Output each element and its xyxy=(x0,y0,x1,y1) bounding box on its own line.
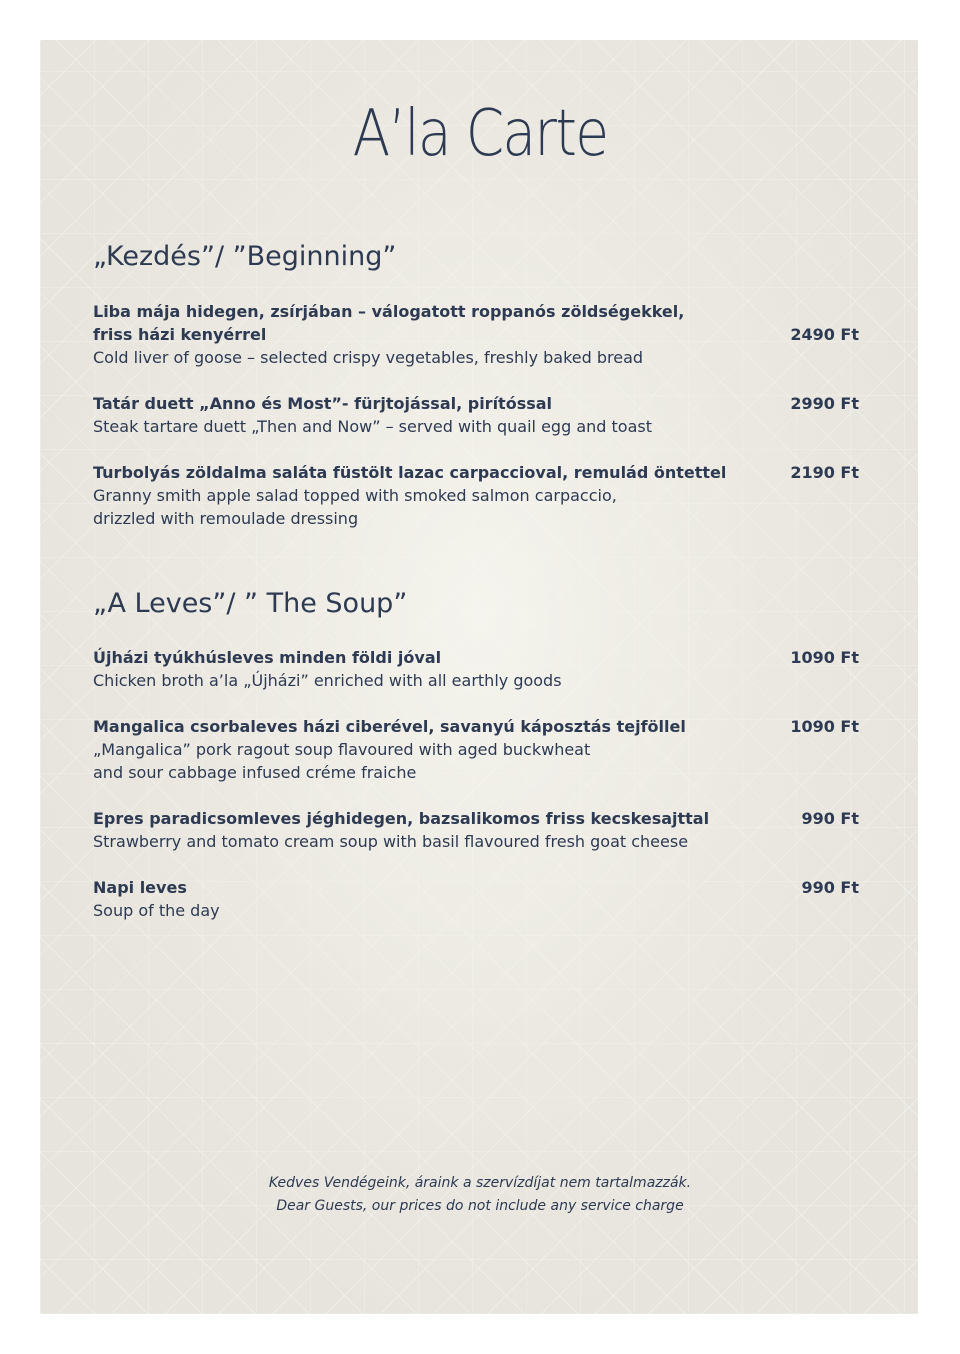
item-description: Chicken broth a’la „Újházi” enriched with all earthly goods xyxy=(93,671,562,690)
item-name: Epres paradicsomleves jéghidegen, bazsalikomos friss kecskesajttal xyxy=(93,809,710,828)
item-price: 1090 Ft xyxy=(790,648,859,667)
item-description: and sour cabbage infused créme fraiche xyxy=(93,763,417,782)
footer-note-english: Dear Guests, our prices do not include any service charge xyxy=(276,1198,684,1214)
section-heading-soup: „A Leves”/ ” The Soup” xyxy=(93,588,408,619)
menu-item-strawberry-soup xyxy=(93,807,773,853)
item-description: drizzled with remoulade dressing xyxy=(93,509,359,528)
menu-item-mangalica-soup xyxy=(93,715,773,784)
item-description: Soup of the day xyxy=(93,901,220,920)
menu-item-apple-salad xyxy=(93,461,773,530)
item-name: Újházi tyúkhúsleves minden földi jóval xyxy=(93,648,442,667)
item-price: 2990 Ft xyxy=(790,394,859,413)
item-description: Steak tartare duett „Then and Now” – served with quail egg and toast xyxy=(93,417,652,436)
item-description: Strawberry and tomato cream soup with basil flavoured fresh goat cheese xyxy=(93,832,689,851)
item-name: Turbolyás zöldalma saláta füstölt lazac carpaccioval, remulád öntettel xyxy=(93,463,727,482)
footer-note-hungarian: Kedves Vendégeink, áraink a szervízdíjat nem tartalmazzák. xyxy=(268,1175,692,1191)
item-name: Mangalica csorbaleves házi ciberével, savanyú káposztás tejföllel xyxy=(93,717,686,736)
item-price: 2490 Ft xyxy=(790,325,859,344)
item-price: 2190 Ft xyxy=(790,463,859,482)
item-name: friss házi kenyérrel xyxy=(93,325,267,344)
item-price: 990 Ft xyxy=(801,809,859,828)
item-description: „Mangalica” pork ragout soup flavoured with aged buckwheat xyxy=(93,740,591,759)
item-price: 1090 Ft xyxy=(790,717,859,736)
item-price: 990 Ft xyxy=(801,878,859,897)
item-name: Tatár duett „Anno és Most”- fürjtojással, pirítóssal xyxy=(93,394,553,413)
item-description: Granny smith apple salad topped with smoked salmon carpaccio, xyxy=(93,486,617,505)
page-title: A’la Carte xyxy=(352,97,608,171)
section-heading-beginning: „Kezdés”/ ”Beginning” xyxy=(93,241,397,272)
service-charge-note xyxy=(0,1172,960,1218)
item-name: Liba mája hidegen, zsírjában – válogatott roppanós zöldségekkel, xyxy=(93,302,685,321)
menu-item-goose-liver xyxy=(93,300,773,369)
item-description: Cold liver of goose – selected crispy vegetables, freshly baked bread xyxy=(93,348,644,367)
menu-item-steak-tartare xyxy=(93,392,773,438)
menu-item-chicken-broth xyxy=(93,646,773,692)
menu-item-soup-of-the-day xyxy=(93,876,773,922)
item-name: Napi leves xyxy=(93,878,187,897)
